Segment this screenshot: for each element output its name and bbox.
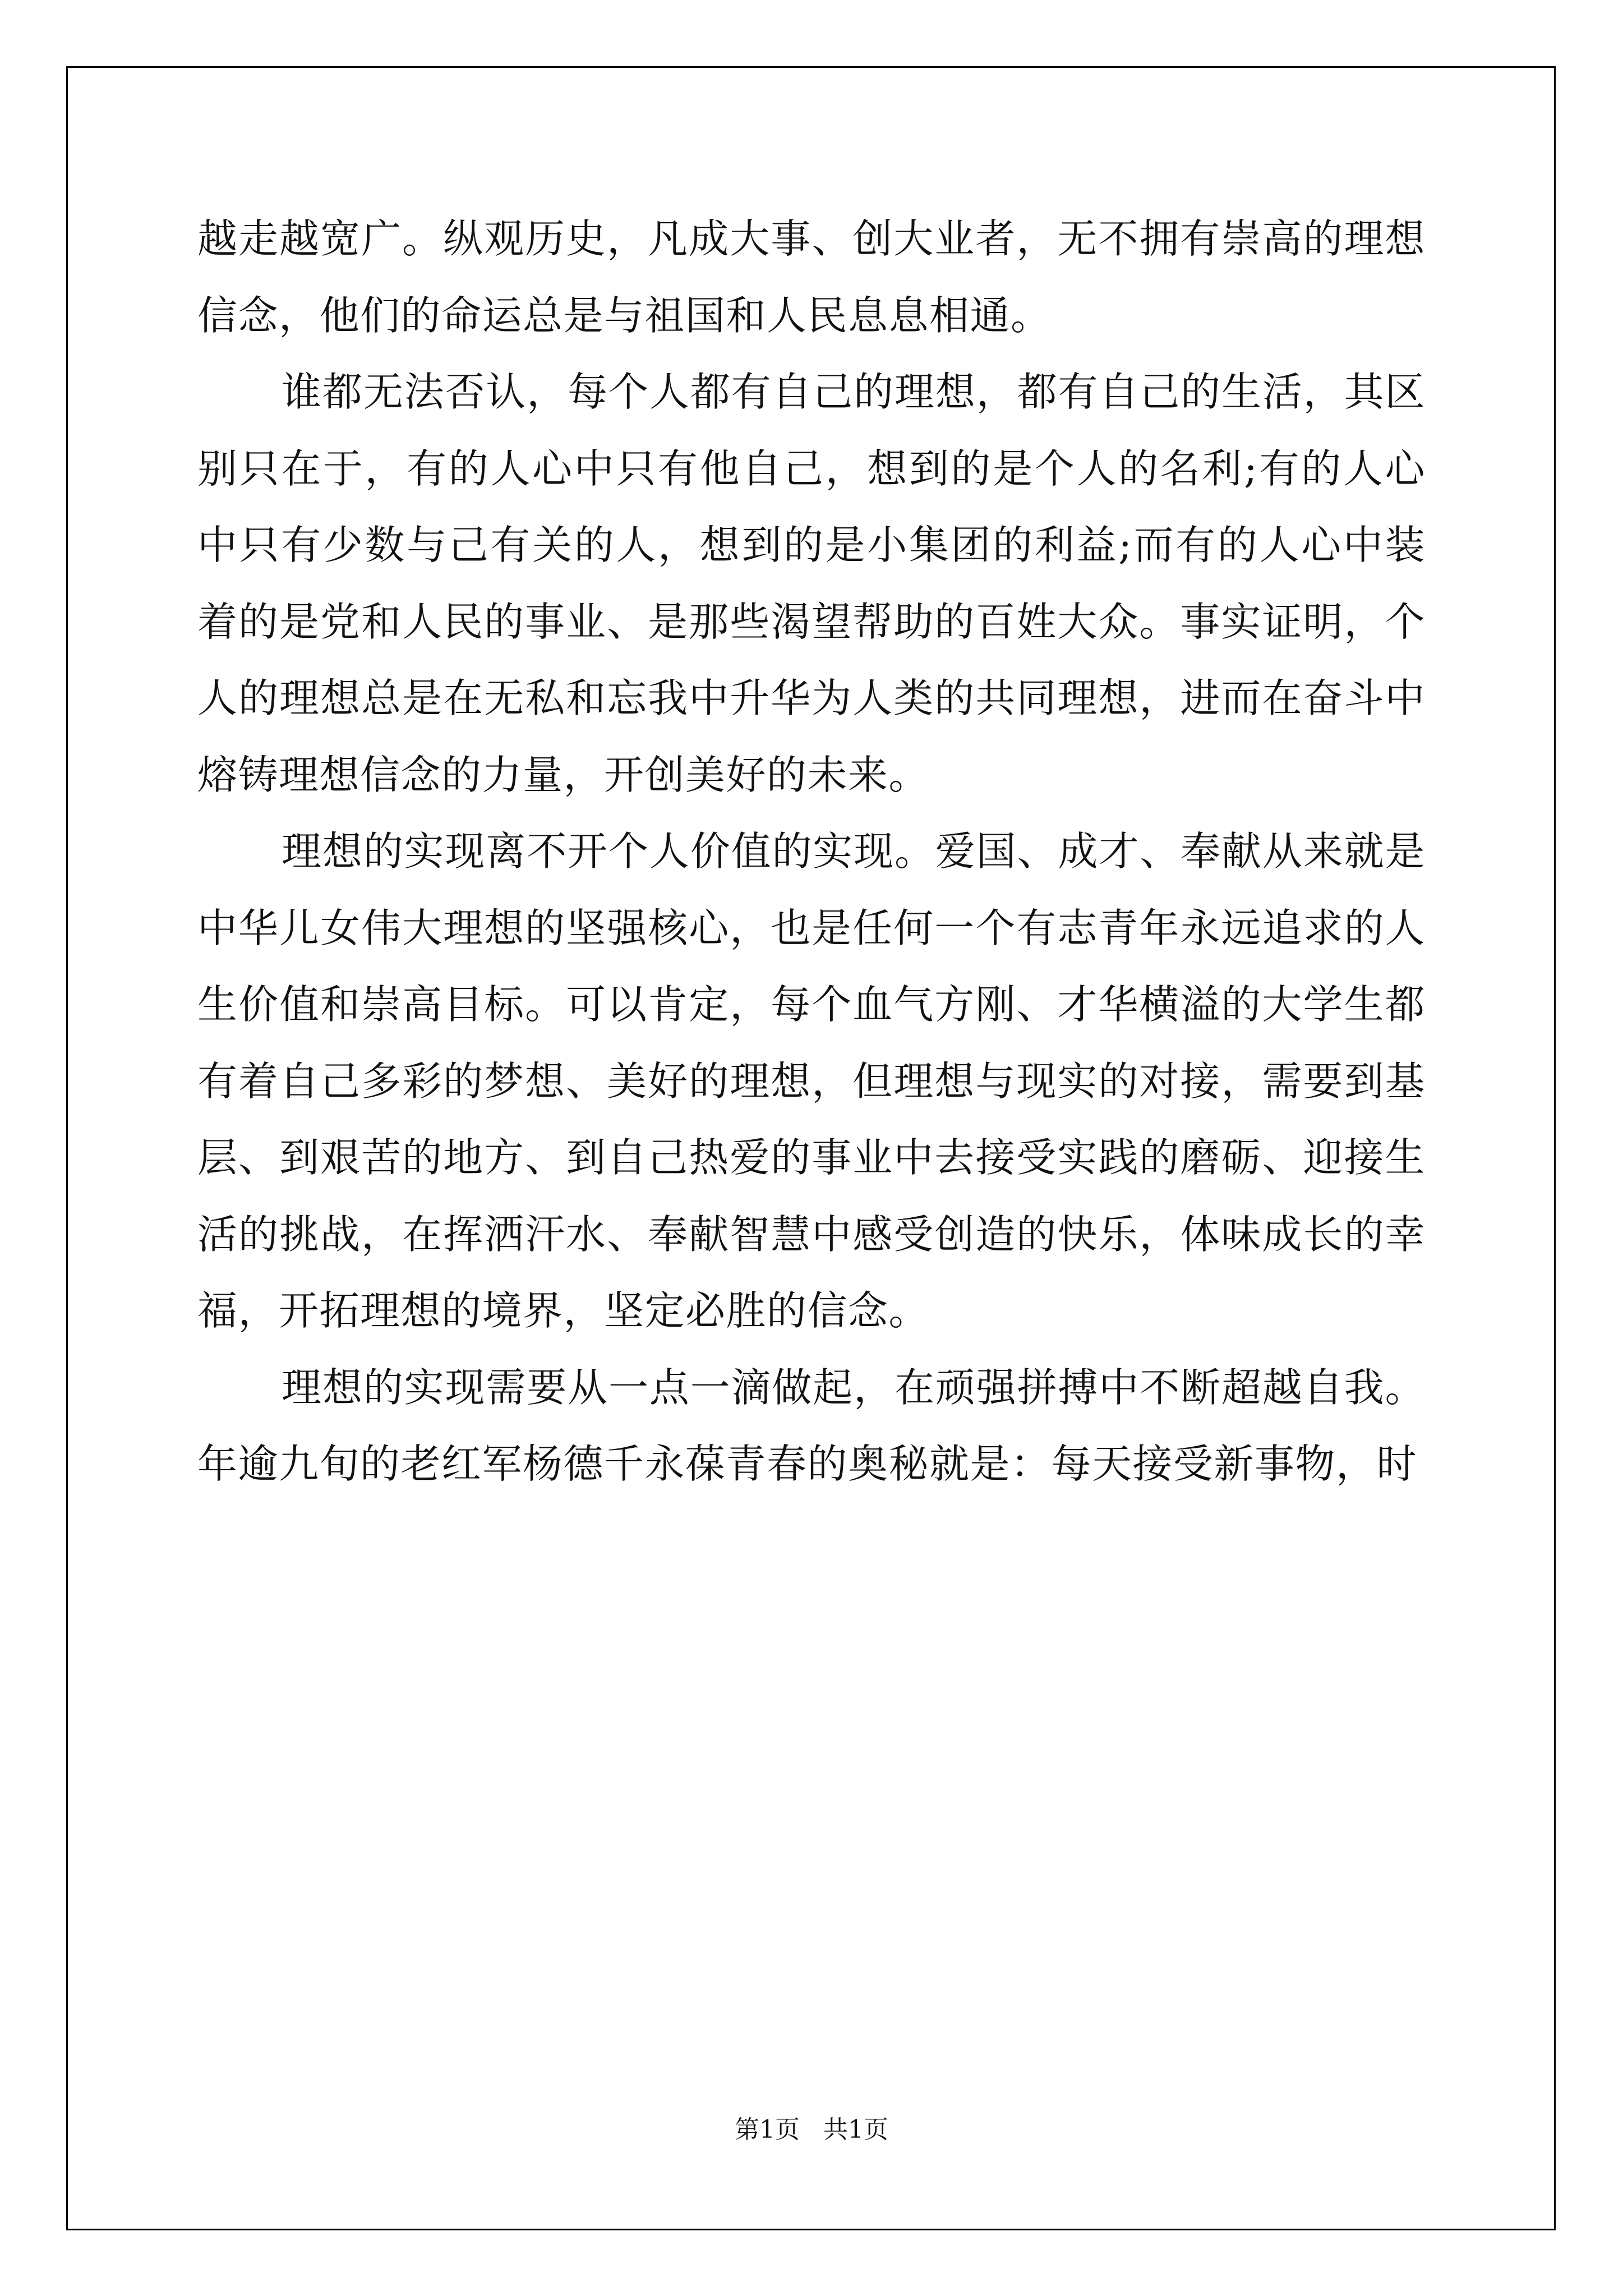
page-number-footer: 第1页 共1页 (735, 2115, 888, 2144)
paragraph-1: 越走越宽广。纵观历史，凡成大事、创大业者，无不拥有崇高的理想信念，他们的命运总是与祖国和人民息息相通。 (197, 215, 1426, 339)
paragraph-4: 理想的实现需要从一点一滴做起，在顽强拼搏中不断超越自我。年逾九旬的老红军杨德千永葆青春的奥秘就是：每天接受新事物，时 (197, 1364, 1426, 1487)
paragraph-3: 理想的实现离不开个人价值的实现。爱国、成才、奉献从来就是中华儿女伟大理想的坚强核心，也是任何一个有志青年永远追求的人生价值和崇高目标。可以肯定，每个血气方刚、才华横溢的大学生都有着自己多彩的梦想、美好的理想，但理想与现实的对接，需要到基层、到艰苦的地方、到自己热爱的事业中去接受实践的磨砺、迎接生活的挑战，在挥洒汗水、奉献智慧中感受创造的快乐，体味成长的幸福，开拓理想的境界，坚定必胜的信念。 (197, 828, 1426, 1334)
document-body (197, 201, 1426, 1503)
paragraph-2: 谁都无法否认，每个人都有自己的理想，都有自己的生活，其区别只在于，有的人心中只有他自己，想到的是个人的名利;有的人心中只有少数与己有关的人，想到的是小集团的利益;而有的人心中装着的是党和人民的事业、是那些渴望帮助的百姓大众。事实证明，个人的理想总是在无私和忘我中升华为人类的共同理想，进而在奋斗中熔铸理想信念的力量，开创美好的未来。 (197, 369, 1426, 798)
